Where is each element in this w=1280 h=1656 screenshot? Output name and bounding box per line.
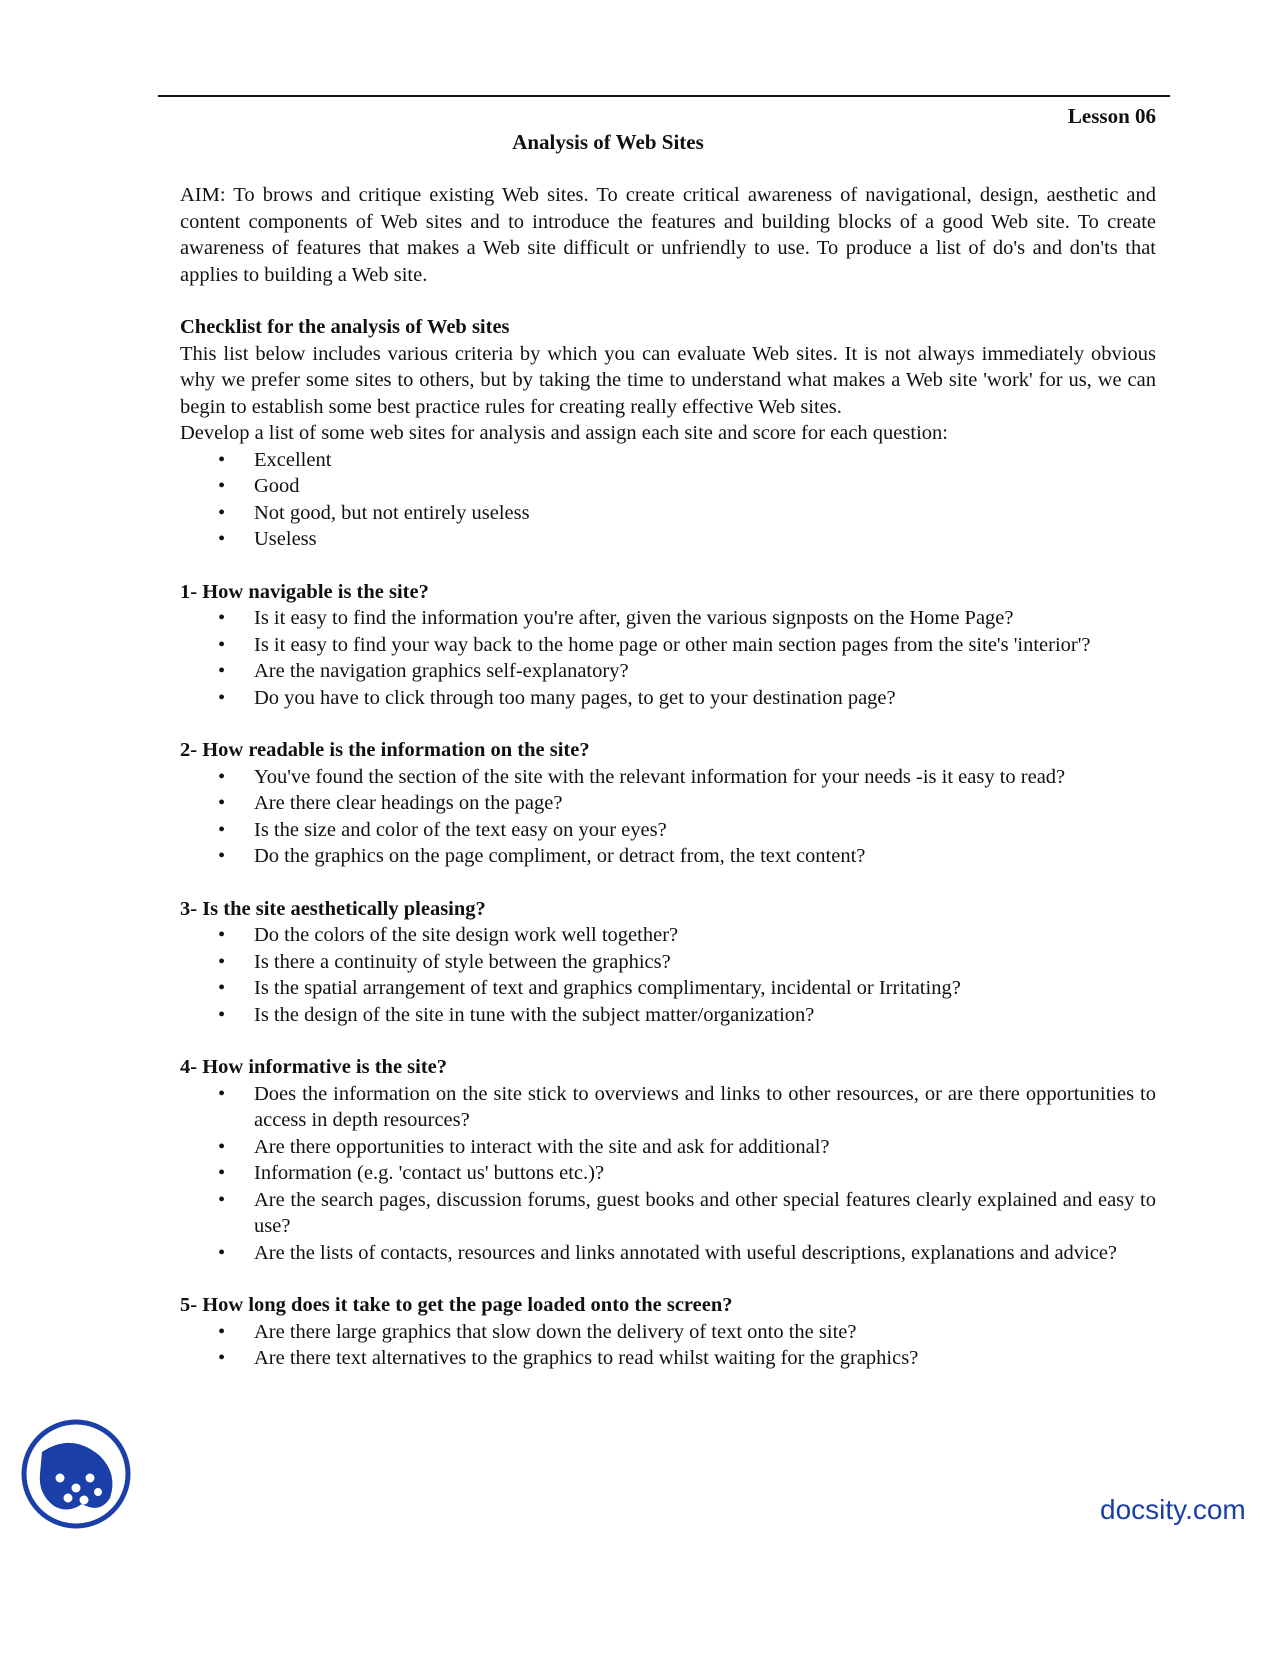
section-list-aesthetic [180,922,1156,1028]
aim-paragraph: AIM: To brows and critique existing Web sites. To create critical awareness of navigational, design, aesthetic and content components of Web sites and to introduce the features and building blocks of a good Web site. To create awareness of features that makes a Web site difficult or unfriendly to use. To produce a list of do's and don'ts that applies to building a Web site. [180,184,1156,286]
brand-watermark[interactable]: docsity.com [1100,1494,1246,1525]
question-item: • Are there large graphics that slow down the delivery of text onto the site? [180,1319,1156,1346]
section-list-informative [180,1081,1156,1267]
section-list-load-time [180,1319,1156,1372]
checklist-intro: This list below includes various criteria by which you can evaluate Web sites. It is not always immediately obvious why we prefer some sites to others, but by taking the time to understand what makes a Web site 'work' for us, we can begin to establish some best practice rules for creating really effective Web sites. [180,342,1156,418]
question-item: • Are the search pages, discussion forums, guest books and other special features clearly explained and easy to use? [180,1187,1156,1240]
question-item: • Is it easy to find your way back to the home page or other main section pages from the site's 'interior'? [180,632,1156,659]
lesson-number: Lesson 06 [1067,104,1156,128]
section-list-readable [180,764,1156,870]
section-heading-informative: 4- How informative is the site? [180,1056,448,1078]
section-heading-navigable: 1- How navigable is the site? [180,580,429,603]
score-list [180,447,1156,553]
header-rule [158,95,1170,97]
question-item: • Are there text alternatives to the graphics to read whilst waiting for the graphics? [180,1345,1156,1372]
question-item: • Are there clear headings on the page? [180,790,1156,817]
document-body [180,182,1156,1398]
section-heading-readable: 2- How readable is the information on the site? [180,739,590,761]
question-item: • You've found the section of the site with the relevant information for your needs -is it easy to read? [180,764,1156,791]
question-item: • Do the graphics on the page compliment, or detract from, the text content? [180,843,1156,870]
section-list-navigable [180,605,1156,711]
question-item: • Is the size and color of the text easy on your eyes? [180,817,1156,844]
question-item: • Information (e.g. 'contact us' buttons etc.)? [180,1160,1156,1187]
question-item: • Are the navigation graphics self-explanatory? [180,658,1156,685]
score-item: • Useless [180,526,1156,553]
checklist-heading: Checklist for the analysis of Web sites [180,316,510,338]
score-item: • Not good, but not entirely useless [180,500,1156,527]
section-heading-aesthetic: 3- Is the site aesthetically pleasing? [180,897,486,920]
question-item: • Is the spatial arrangement of text and graphics complimentary, incidental or Irritating? [180,975,1156,1002]
page-title: Analysis of Web Sites [512,130,704,154]
question-item: • Are there opportunities to interact with the site and ask for additional? [180,1134,1156,1161]
question-item: • Is the design of the site in tune with the subject matter/organization? [180,1002,1156,1029]
question-item: • Is it easy to find the information you're after, given the various signposts on the Home Page? [180,605,1156,632]
question-item: • Do the colors of the site design work well together? [180,922,1156,949]
question-item: • Are the lists of contacts, resources and links annotated with useful descriptions, explanations and advice? [180,1240,1156,1267]
score-item: • Good [180,473,1156,500]
section-heading-load-time: 5- How long does it take to get the page loaded onto the screen? [180,1294,733,1316]
checklist-instruction: Develop a list of some web sites for analysis and assign each site and score for each question: [180,422,948,444]
question-item: • Do you have to click through too many pages, to get to your destination page? [180,685,1156,712]
score-item: • Excellent [180,447,1156,474]
question-item: • Does the information on the site stick to overviews and links to other resources, or are there opportunities to access in depth resources? [180,1081,1156,1134]
docsity-logo-icon [20,1418,132,1530]
question-item: • Is there a continuity of style between the graphics? [180,949,1156,976]
